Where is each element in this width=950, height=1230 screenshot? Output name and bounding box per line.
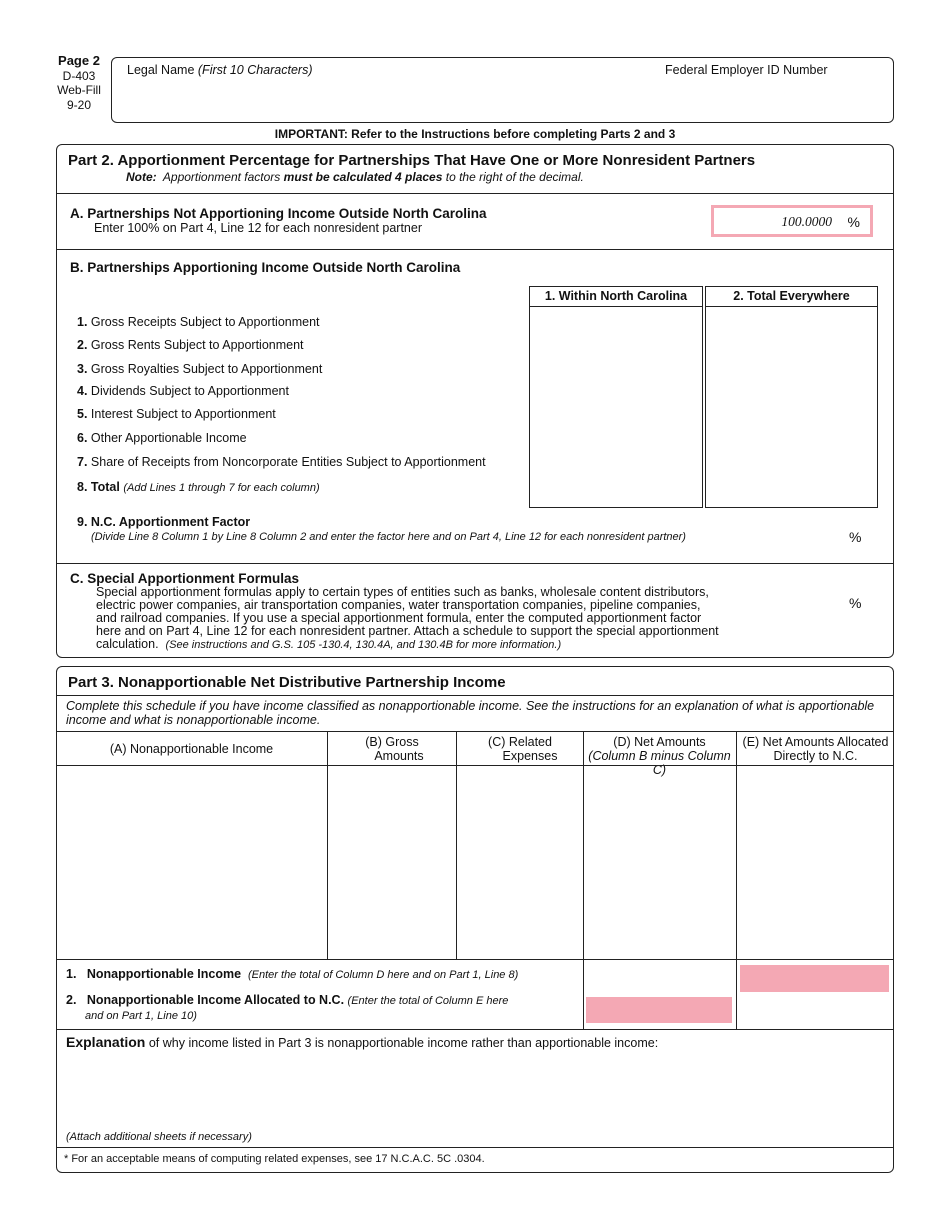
section-a-subtitle: Enter 100% on Part 4, Line 12 for each nonresident partner [94, 221, 422, 235]
section-c-percent: % [849, 595, 862, 611]
line-1-col-d-field[interactable] [587, 964, 733, 992]
note-label: Note: [126, 170, 157, 184]
col-within-nc[interactable] [529, 286, 703, 508]
section-a-percent: % [847, 214, 860, 230]
line-2-col-e-field[interactable] [740, 996, 890, 1024]
explanation-title: Explanation [66, 1034, 146, 1050]
part3-title: Part 3. Nonapportionable Net Distributive Partnership Income [68, 674, 506, 691]
line-2-col-d-shaded [586, 997, 732, 1023]
important-note: IMPORTANT: Refer to the Instructions before completing Parts 2 and 3 [274, 127, 676, 141]
legal-name-hint: (First 10 Characters) [197, 63, 313, 77]
line-6: 6. Other Apportionable Income [77, 431, 247, 445]
section-c-text: Special apportionment formulas apply to certain types of entities such as banks, wholesale content distributors, electric power companies, air transportation companies, water transportation companies, pipeline companies, and railroad companies. If you use a special apportionment formula, enter the computed apportionment factor here and on Part 4, Line 12 for each nonresident partner. Attach a schedule to support the special apportionment calculation. (See instructions and G.S. 105 -130.4, 130.4A, and 130.4B for more information.) [96, 585, 719, 651]
col-c-entries[interactable] [458, 767, 582, 957]
line-1: 1. Gross Receipts Subject to Apportionment [77, 315, 320, 329]
form-date: 9-20 [66, 98, 92, 112]
form-type: Web-Fill [57, 83, 101, 97]
col-d-header: (D) Net Amounts (Column B minus Column C) [588, 735, 731, 777]
part3-intro: Complete this schedule if you have income classified as nonapportionable income. See the instructions for an explanation of what is apportionable income and what is nonapportionable income. [66, 699, 875, 727]
col-total-everywhere-header: 2. Total Everywhere [706, 287, 877, 307]
section-c-title: C. Special Apportionment Formulas [70, 571, 300, 586]
part3-line-2: 2. Nonapportionable Income Allocated to N.C. (Enter the total of Column E here and on Part 1, Line 10) [66, 993, 509, 1022]
line-9-hint: (Divide Line 8 Column 1 by Line 8 Column 2 and enter the factor here and on Part 4, Line 12 for each nonresident partner) [91, 531, 686, 543]
line-7: 7. Share of Receipts from Noncorporate Entities Subject to Apportionment [77, 455, 486, 469]
fein-label: Federal Employer ID Number [665, 63, 828, 77]
line-4: 4. Dividends Subject to Apportionment [77, 384, 289, 398]
attach-note: (Attach additional sheets if necessary) [66, 1131, 252, 1143]
name-fein-box [111, 57, 894, 123]
legal-name-label: Legal Name [127, 63, 195, 77]
fein-field[interactable] [662, 80, 882, 118]
col-e-header: (E) Net Amounts Allocated Directly to N.C. [742, 735, 889, 763]
line-9-title: 9. N.C. Apportionment Factor [77, 515, 251, 529]
explanation: Explanation of why income listed in Part 3 is nonapportionable income rather than apportionable income: [66, 1034, 659, 1050]
col-within-nc-header: 1. Within North Carolina [530, 287, 702, 307]
col-b-entries[interactable] [329, 767, 455, 957]
col-d-entries[interactable] [585, 767, 735, 957]
section-b-title: B. Partnerships Apportioning Income Outside North Carolina [70, 260, 461, 275]
form-id: D-403 [62, 69, 96, 83]
line-3: 3. Gross Royalties Subject to Apportionment [77, 362, 323, 376]
page-number: Page 2 [58, 53, 100, 68]
legal-name-field[interactable] [124, 80, 454, 118]
section-a-field[interactable] [711, 205, 873, 237]
section-a-title: A. Partnerships Not Apportioning Income Outside North Carolina [70, 206, 487, 221]
col-e-entries[interactable] [738, 767, 892, 957]
part2-title: Part 2. Apportionment Percentage for Partnerships That Have One or More Nonresident Partners [68, 152, 756, 169]
col-a-header: (A) Nonapportionable Income [109, 742, 274, 756]
col-total-everywhere[interactable] [705, 286, 878, 508]
line-5: 5. Interest Subject to Apportionment [77, 407, 276, 421]
line-8: 8. Total (Add Lines 1 through 7 for each column) [77, 480, 320, 494]
col-b-header: (B) Gross Amounts [365, 735, 424, 763]
section-a-value: 100.0000 [781, 214, 832, 229]
line-1-col-e-shaded [740, 965, 889, 992]
explanation-field[interactable] [62, 1054, 888, 1128]
part2-note: Note: Apportionment factors must be calculated 4 places to the right of the decimal. [126, 170, 584, 184]
part3-line-1: 1. Nonapportionable Income (Enter the total of Column D here and on Part 1, Line 8) [66, 967, 519, 981]
footnote: * For an acceptable means of computing related expenses, see 17 N.C.A.C. 5C .0304. [64, 1153, 485, 1165]
col-c-header: (C) Related Expenses [488, 735, 558, 763]
line-9-percent: % [849, 529, 862, 545]
col-a-entries[interactable] [58, 767, 326, 957]
line-2: 2. Gross Rents Subject to Apportionment [77, 338, 304, 352]
